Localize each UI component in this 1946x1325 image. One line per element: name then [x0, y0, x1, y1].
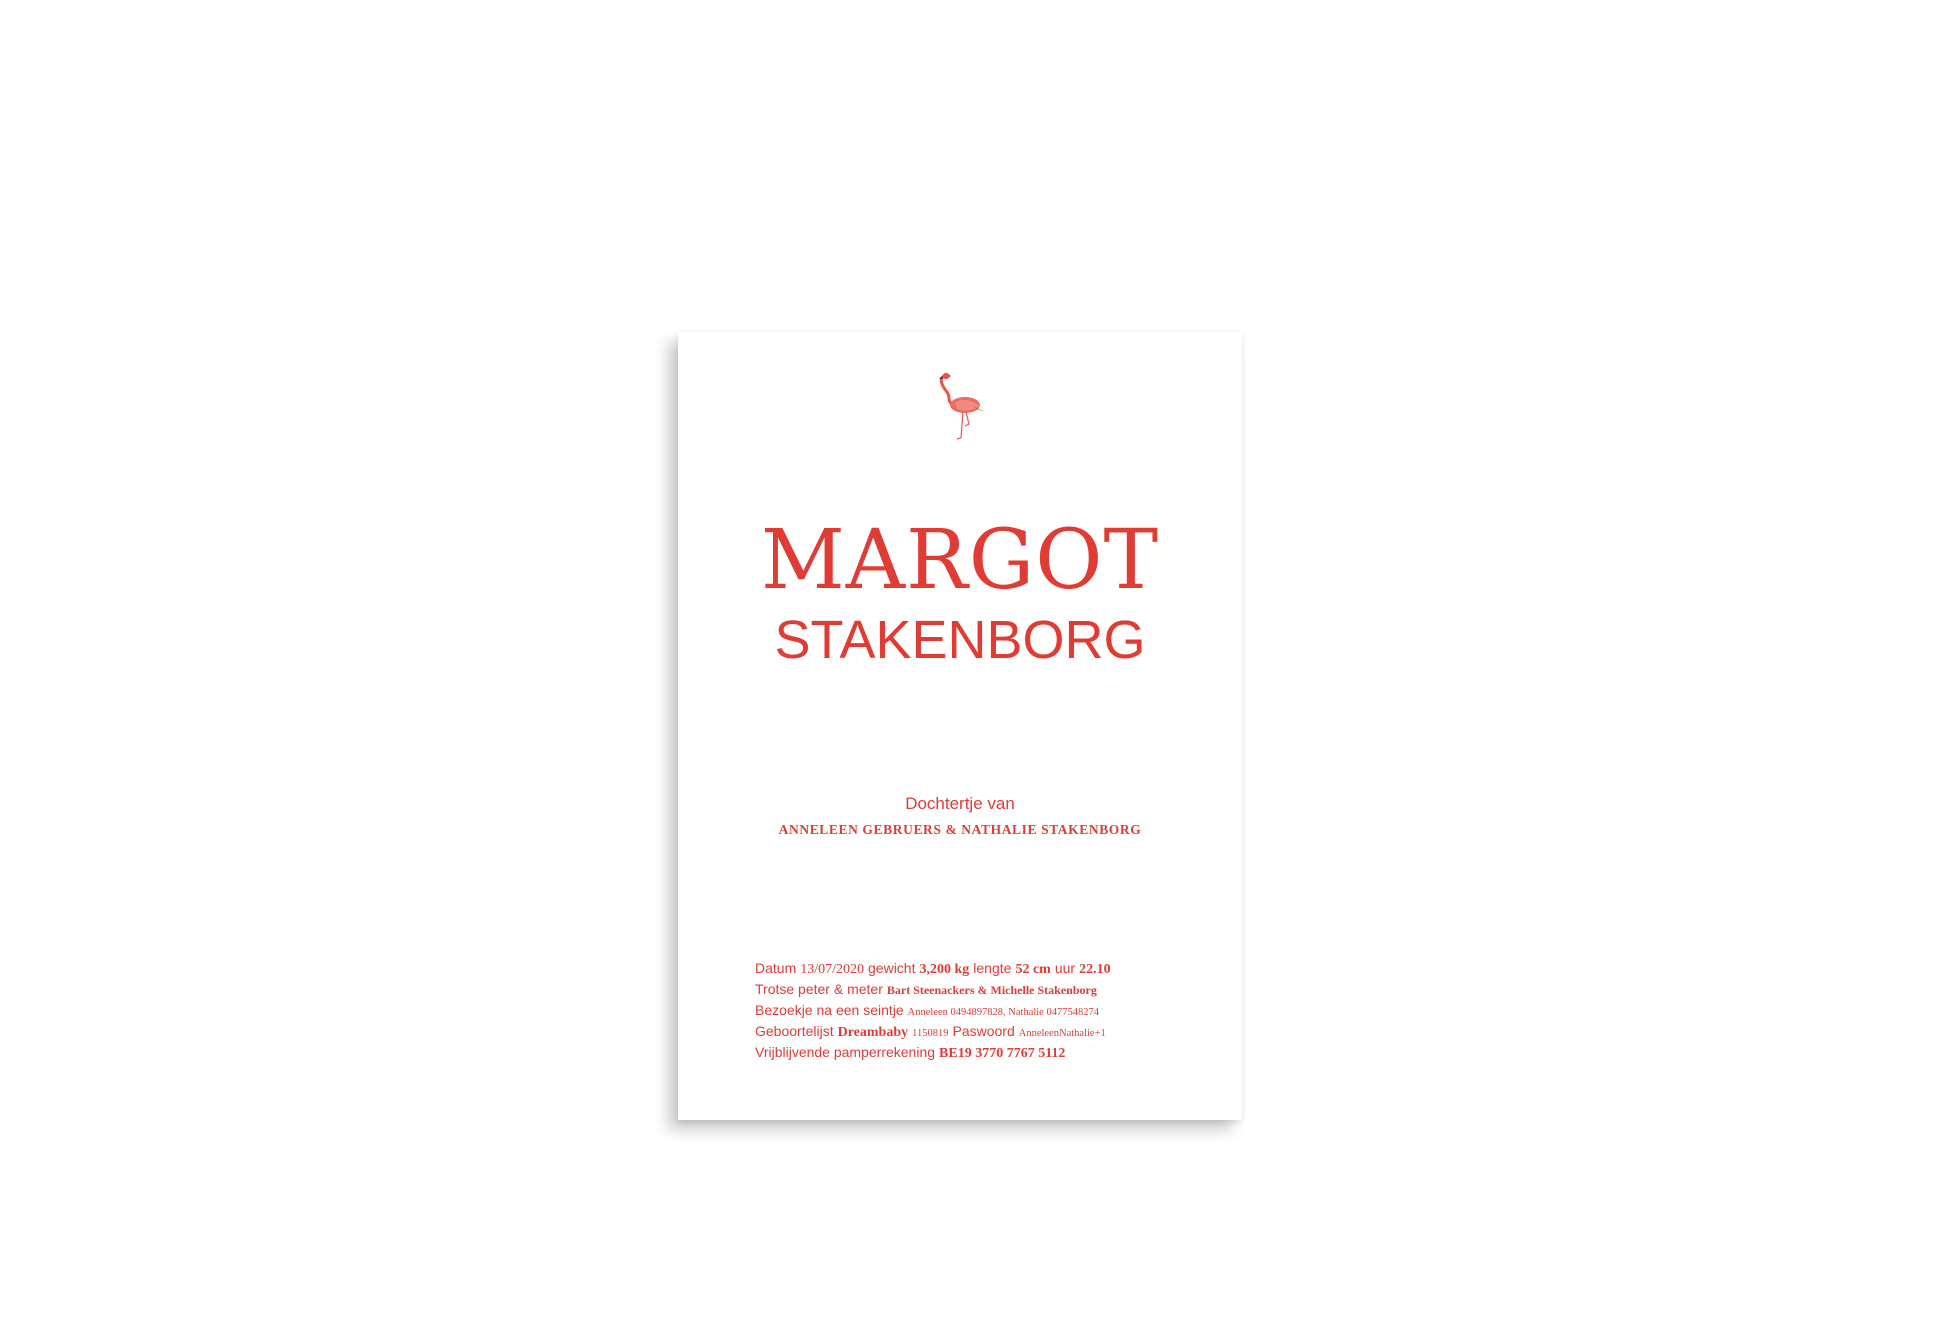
date-label: Datum: [755, 960, 797, 976]
registry-line: [755, 1021, 1235, 1042]
birth-info-line: [755, 958, 1235, 979]
visit-label: Bezoekje na een seintje: [755, 1002, 904, 1018]
account-iban: BE19 3770 7767 5112: [939, 1046, 1066, 1061]
godparents-names: Bart Steenackers & Michelle Stakenborg: [886, 983, 1097, 997]
first-name-heading: MARGOT: [760, 513, 1160, 608]
parents-names: ANNELEEN GEBRUERS & NATHALIE STAKENBORG: [778, 822, 1142, 837]
birth-details: [755, 958, 1235, 1063]
birth-announcement-card: [678, 332, 1242, 1120]
godparents-line: [755, 979, 1235, 1000]
parents-intro: Dochtertje van: [905, 794, 1015, 813]
account-label: Vrijblijvende pamperrekening: [755, 1044, 936, 1060]
account-line: [755, 1042, 1235, 1063]
visit-contacts: Anneleen 0494897828, Nathalie 0477548274: [907, 1007, 1099, 1018]
registry-number: 1150819: [912, 1028, 949, 1039]
weight-label: gewicht: [868, 960, 916, 976]
flamingo-icon: [935, 370, 987, 440]
registry-label: Geboortelijst: [755, 1023, 834, 1039]
visit-line: [755, 1000, 1235, 1021]
birth-weight: 3,200 kg: [919, 962, 970, 977]
length-label: lengte: [973, 960, 1012, 976]
registry-shop: Dreambaby: [837, 1025, 909, 1040]
last-name-heading: STAKENBORG: [774, 610, 1146, 670]
birth-date: 13/07/2020: [800, 962, 865, 977]
godparents-label: Trotse peter & meter: [755, 981, 883, 997]
birth-length: 52 cm: [1015, 962, 1051, 977]
password-label: Paswoord: [952, 1023, 1015, 1039]
birth-time: 22.10: [1079, 962, 1111, 977]
registry-password: AnneleenNathalie+1: [1018, 1028, 1106, 1039]
time-label: uur: [1054, 960, 1076, 976]
